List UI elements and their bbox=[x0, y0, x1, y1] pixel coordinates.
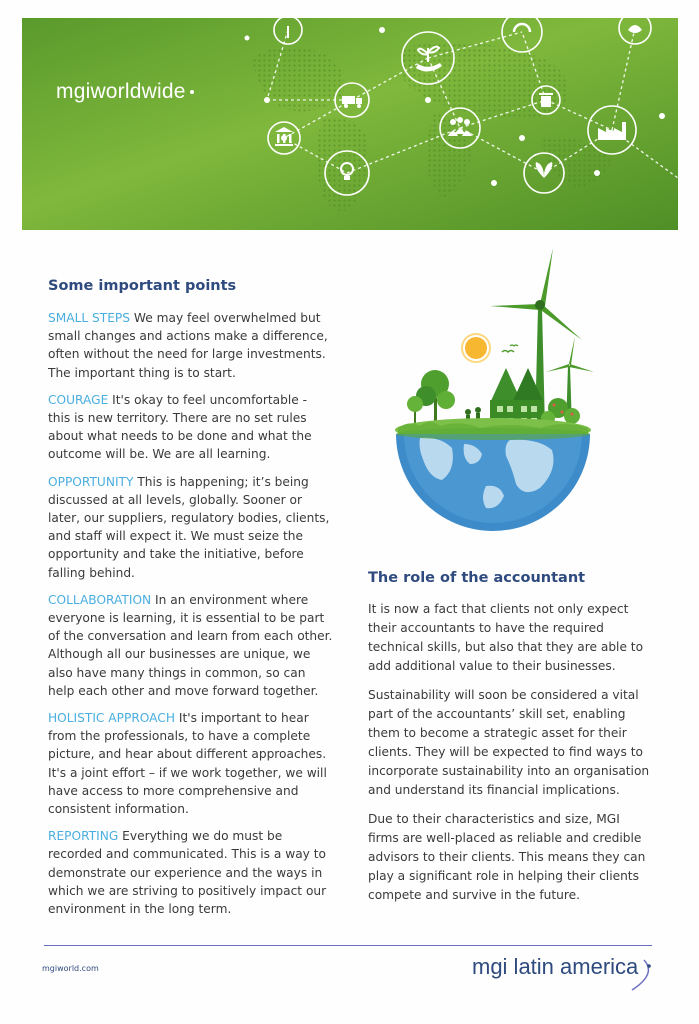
point-opportunity bbox=[48, 473, 333, 582]
point-text: In an environment where everyone is learning, it is essential to be part of the conversation and learn from each other. Although all our businesses are unique, we also have many things in common, so can help each other and move forward together. bbox=[48, 592, 333, 698]
point-text: We may feel overwhelmed but small changes and actions make a difference, often without the need for large investments. The important thing is to start. bbox=[48, 311, 328, 380]
point-keyword: COLLABORATION bbox=[48, 592, 152, 607]
brand-logo bbox=[56, 80, 194, 104]
point-small-steps bbox=[48, 309, 333, 382]
accountant-role-section bbox=[368, 570, 653, 915]
brand-name: mgiworldwide bbox=[56, 80, 186, 103]
important-points-section bbox=[48, 278, 333, 927]
logo-swoosh-icon bbox=[472, 952, 658, 992]
section-heading: Some important points bbox=[48, 278, 237, 294]
point-reporting bbox=[48, 827, 333, 918]
point-text: Everything we do must be recorded and communicated. This is a way to demonstrate our experience and the ways in which we are striving to positively impact our environment in the long term. bbox=[48, 829, 327, 917]
point-collaboration bbox=[48, 591, 333, 700]
point-keyword: REPORTING bbox=[48, 829, 119, 844]
point-keyword: COURAGE bbox=[48, 392, 109, 407]
paragraph: Due to their characteristics and size, MGI firms are well-placed as reliable and credible advisors to their clients. This means they can play a significant role in helping their clients compete and survive in the future. bbox=[368, 812, 646, 902]
footer-divider bbox=[44, 945, 652, 946]
paragraph: Sustainability will soon be considered a vital part of the accountants’ skill set, enabling them to become a strategic asset for their clients. They will be expected to find ways to incorporate sustainability into an organisation and understand its financial implications. bbox=[368, 688, 650, 797]
point-holistic-approach bbox=[48, 709, 333, 818]
hero-banner bbox=[22, 18, 678, 230]
point-text: It's okay to feel uncomfortable - this is new territory. There are no set rules about what needs to be done and what the outcome will be. We are all learning. bbox=[48, 392, 312, 462]
website-link[interactable]: mgiworld.com bbox=[42, 964, 99, 973]
point-text: This is happening; it’s being discussed at all levels, globally. Sooner or later, our suppliers, regulatory bodies, clients, and staff will expect it. We must seize the opportunity and take the initiative, before falling behind. bbox=[48, 474, 330, 580]
banner-graphic bbox=[22, 18, 678, 230]
eco-globe-illustration bbox=[390, 248, 596, 538]
paragraph: It is now a fact that clients not only expect their accountants to have the required technical skills, but also that they are able to add additional value to their businesses. bbox=[368, 602, 644, 673]
section-heading: The role of the accountant bbox=[368, 570, 586, 586]
brand-dot-icon bbox=[190, 90, 194, 94]
footer-logo bbox=[472, 952, 658, 992]
point-courage bbox=[48, 391, 333, 464]
tree-icon bbox=[407, 370, 455, 428]
point-text: It's important to hear from the professionals, to have a complete picture, and hear about different approaches. It's a joint effort – if we work together, we will have access to more comprehensive and consistent information. bbox=[48, 711, 327, 817]
sun-icon bbox=[465, 337, 487, 359]
point-keyword: OPPORTUNITY bbox=[48, 474, 134, 489]
footer-logo-text: mgi latin america bbox=[472, 954, 639, 979]
point-keyword: HOLISTIC APPROACH bbox=[48, 711, 175, 726]
point-keyword: SMALL STEPS bbox=[48, 311, 131, 325]
